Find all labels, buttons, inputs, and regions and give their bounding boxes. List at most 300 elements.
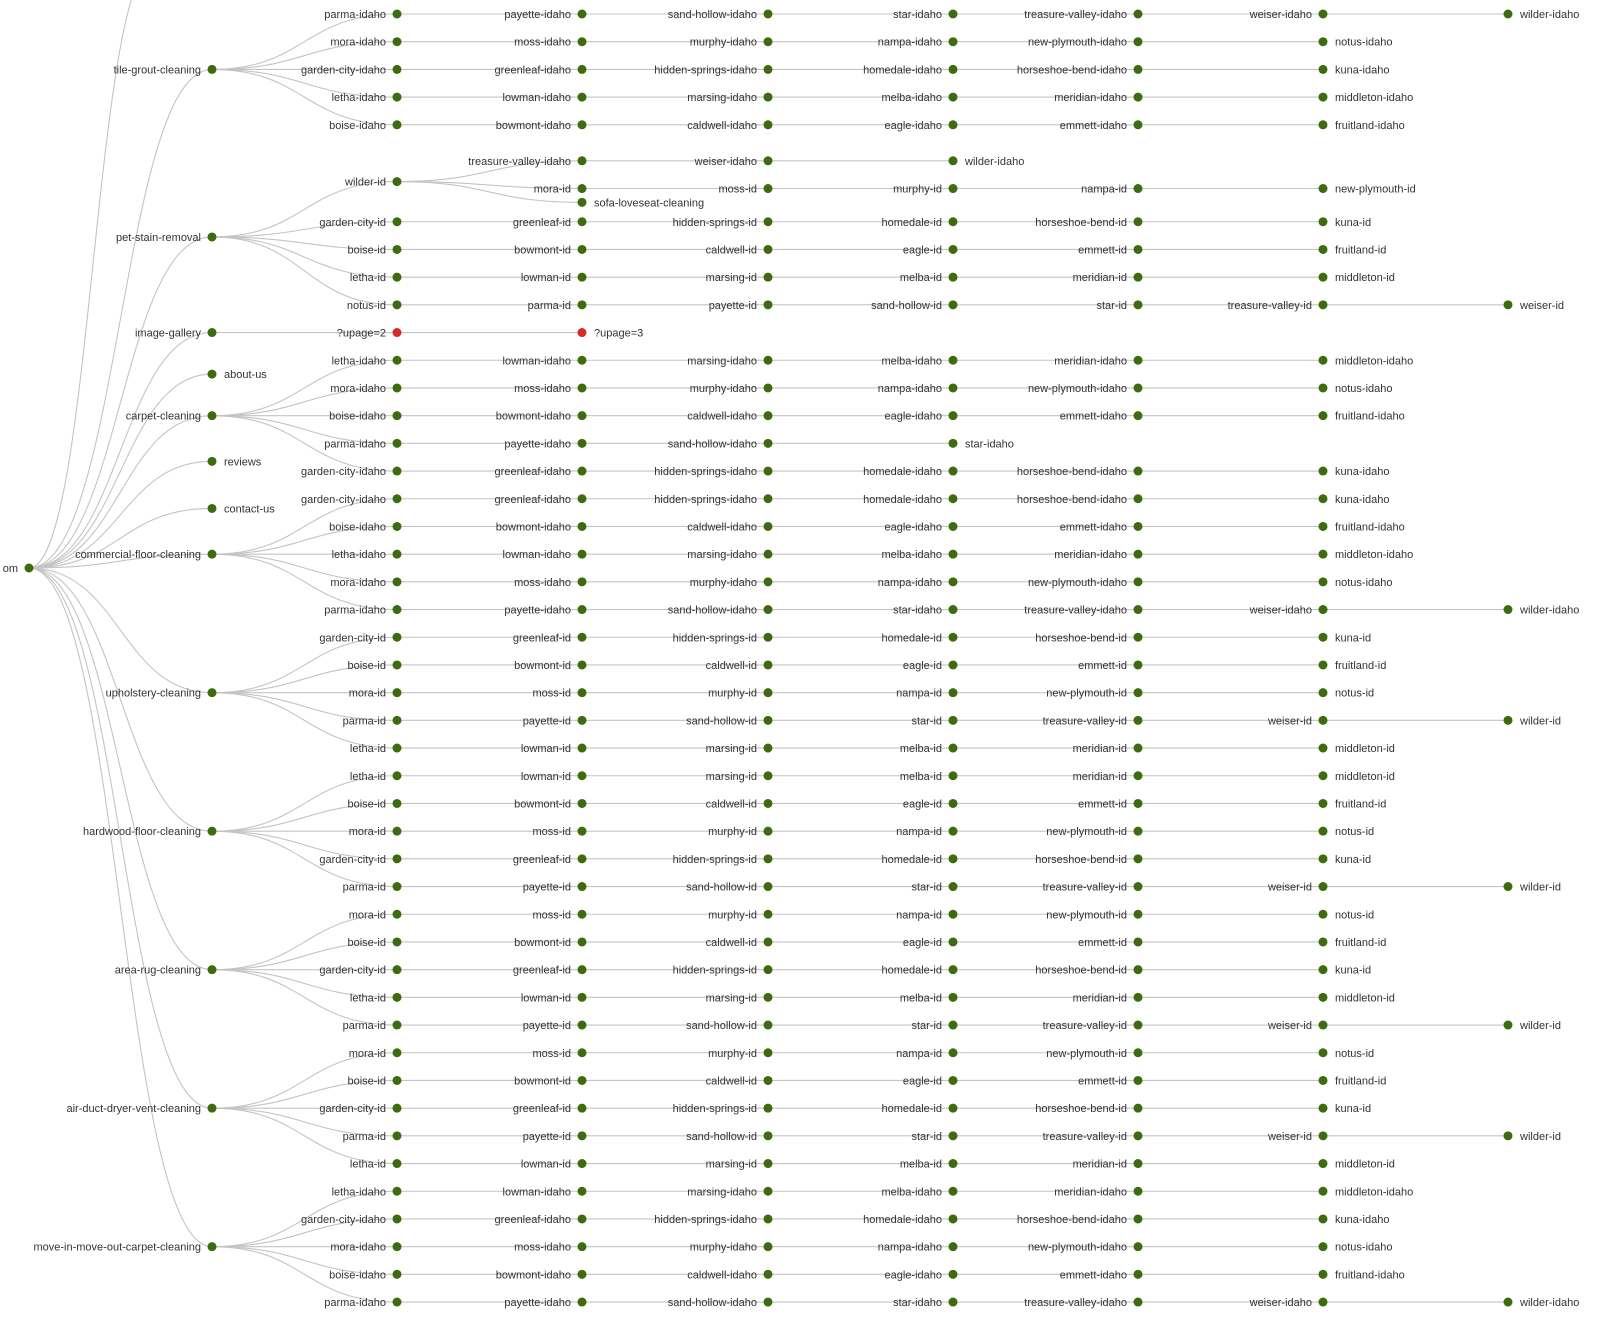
node-sand-hollow-id[interactable]	[686, 882, 772, 894]
node-lowman-idaho[interactable]	[503, 549, 587, 561]
node-hidden-springs-id[interactable]	[673, 854, 773, 866]
node-meridian-id[interactable]	[1073, 272, 1143, 284]
node-dot[interactable]	[764, 273, 773, 282]
node-payette-id[interactable]	[523, 882, 587, 894]
node-caldwell-id[interactable]	[706, 798, 773, 810]
node-dot[interactable]	[1134, 245, 1143, 254]
node-dot[interactable]	[949, 993, 958, 1002]
node-dot[interactable]	[764, 910, 773, 919]
node-emmett-id[interactable]	[1078, 1075, 1142, 1087]
node-star-idaho[interactable]	[893, 9, 957, 21]
node-nampa-idaho[interactable]	[878, 383, 958, 395]
node-dot[interactable]	[764, 1159, 773, 1168]
node-dot[interactable]	[764, 1214, 773, 1223]
node-dot[interactable]	[578, 854, 587, 863]
node-dot[interactable]	[764, 937, 773, 946]
node-lowman-idaho[interactable]	[503, 1186, 587, 1198]
node-dot[interactable]	[1504, 300, 1513, 309]
node-bowmont-id[interactable]	[514, 244, 586, 256]
node-dot[interactable]	[1319, 965, 1328, 974]
node-dot[interactable]	[764, 550, 773, 559]
node-nampa-idaho[interactable]	[878, 1242, 958, 1254]
node-boise-idaho[interactable]	[329, 120, 401, 132]
node-upage-3[interactable]	[578, 328, 644, 340]
node-dot[interactable]	[949, 1298, 958, 1307]
node-boise-id[interactable]	[347, 1075, 401, 1087]
node-dot[interactable]	[1134, 1048, 1143, 1057]
node-treasure-valley-id[interactable]	[1228, 300, 1328, 312]
node-moss-idaho[interactable]	[514, 577, 586, 589]
node-dot[interactable]	[393, 494, 402, 503]
node-horseshoe-bend-idaho[interactable]	[1017, 466, 1143, 478]
node-greenleaf-id[interactable]	[513, 217, 587, 229]
node-moss-id[interactable]	[718, 184, 772, 196]
node-dot[interactable]	[1134, 120, 1143, 129]
node-dot[interactable]	[393, 744, 402, 753]
node-dot[interactable]	[393, 1021, 402, 1030]
node-nampa-id[interactable]	[896, 909, 957, 921]
node-dot[interactable]	[578, 37, 587, 46]
node-dot[interactable]	[393, 1270, 402, 1279]
node-garden-city-id[interactable]	[319, 965, 401, 977]
node-sand-hollow-idaho[interactable]	[668, 438, 773, 450]
node-dot[interactable]	[578, 300, 587, 309]
node-dot[interactable]	[949, 1214, 958, 1223]
node-dot[interactable]	[764, 522, 773, 531]
node-payette-id[interactable]	[523, 1131, 587, 1143]
node-area-rug-cleaning[interactable]	[115, 965, 217, 977]
node-meridian-id[interactable]	[1073, 771, 1143, 783]
node-nampa-idaho[interactable]	[878, 577, 958, 589]
node-dot[interactable]	[1319, 744, 1328, 753]
node-hidden-springs-id[interactable]	[673, 217, 773, 229]
node-dot[interactable]	[1134, 771, 1143, 780]
node-middleton-id[interactable]	[1319, 992, 1395, 1004]
node-lowman-idaho[interactable]	[503, 355, 587, 367]
node-dot[interactable]	[764, 771, 773, 780]
node-dot[interactable]	[578, 605, 587, 614]
node-dot[interactable]	[578, 910, 587, 919]
node-dot[interactable]	[1319, 37, 1328, 46]
node-letha-idaho[interactable]	[332, 1186, 402, 1198]
node-parma-id[interactable]	[343, 1131, 402, 1143]
node-dot[interactable]	[764, 744, 773, 753]
node-dot[interactable]	[1319, 300, 1328, 309]
node-star-idaho[interactable]	[949, 438, 1014, 450]
node-lowman-id[interactable]	[521, 743, 587, 755]
node-dot[interactable]	[1134, 273, 1143, 282]
node-dot[interactable]	[1134, 1242, 1143, 1251]
node-dot[interactable]	[1319, 799, 1328, 808]
node-notus-id[interactable]	[1319, 909, 1375, 921]
node-dot[interactable]	[1319, 245, 1328, 254]
node-dot[interactable]	[949, 882, 958, 891]
node-homedale-idaho[interactable]	[863, 64, 957, 76]
node-eagle-id[interactable]	[903, 660, 958, 672]
node-sand-hollow-id[interactable]	[686, 1131, 772, 1143]
node-dot[interactable]	[1134, 854, 1143, 863]
node-wilder-idaho[interactable]	[1504, 605, 1580, 617]
node-dot[interactable]	[949, 217, 958, 226]
node-dot[interactable]	[25, 564, 34, 573]
node-dot[interactable]	[393, 688, 402, 697]
node-dot[interactable]	[1319, 494, 1328, 503]
node-kuna-idaho[interactable]	[1319, 466, 1390, 478]
node-dot[interactable]	[1134, 550, 1143, 559]
node-fruitland-idaho[interactable]	[1319, 120, 1405, 132]
node-dot[interactable]	[393, 1242, 402, 1251]
node-dot[interactable]	[578, 1214, 587, 1223]
node-meridian-idaho[interactable]	[1054, 92, 1142, 104]
node-notus-id[interactable]	[347, 300, 402, 312]
node-dot[interactable]	[393, 1159, 402, 1168]
node-dot[interactable]	[1134, 965, 1143, 974]
node-treasure-valley-id[interactable]	[1043, 1020, 1143, 1032]
node-dot[interactable]	[1319, 120, 1328, 129]
node-parma-idaho[interactable]	[324, 9, 401, 21]
node-dot[interactable]	[1134, 633, 1143, 642]
node-dot[interactable]	[1134, 937, 1143, 946]
node-marsing-idaho[interactable]	[687, 92, 772, 104]
node-dot[interactable]	[393, 245, 402, 254]
node-sand-hollow-idaho[interactable]	[668, 9, 773, 21]
node-bowmont-idaho[interactable]	[496, 1269, 587, 1281]
node-bowmont-id[interactable]	[514, 660, 586, 672]
node-dot[interactable]	[578, 439, 587, 448]
node-dot[interactable]	[578, 273, 587, 282]
node-dot[interactable]	[949, 688, 958, 697]
node-treasure-valley-id[interactable]	[1043, 882, 1143, 894]
node-dot[interactable]	[949, 356, 958, 365]
node-meridian-idaho[interactable]	[1054, 1186, 1142, 1198]
node-dot[interactable]	[393, 1131, 402, 1140]
node-dot[interactable]	[578, 744, 587, 753]
node-dot[interactable]	[1134, 716, 1143, 725]
node-horseshoe-bend-id[interactable]	[1035, 632, 1142, 644]
node-dot[interactable]	[949, 633, 958, 642]
node-notus-idaho[interactable]	[1319, 37, 1393, 49]
node-dot[interactable]	[208, 411, 217, 420]
node-hidden-springs-id[interactable]	[673, 632, 773, 644]
node-kuna-id[interactable]	[1319, 632, 1372, 644]
node-dot[interactable]	[764, 1270, 773, 1279]
node-notus-id[interactable]	[1319, 1048, 1375, 1060]
node-dot[interactable]	[949, 1187, 958, 1196]
node-eagle-idaho[interactable]	[885, 521, 958, 533]
node-dot[interactable]	[949, 771, 958, 780]
node-dot[interactable]	[764, 1076, 773, 1085]
node-sand-hollow-id[interactable]	[686, 715, 772, 727]
node-greenleaf-id[interactable]	[513, 854, 587, 866]
node-dot[interactable]	[1319, 467, 1328, 476]
node-sofa-loveseat-cleaning[interactable]	[578, 197, 705, 209]
node-treasure-valley-idaho[interactable]	[1024, 605, 1142, 617]
node-marsing-idaho[interactable]	[687, 355, 772, 367]
node-dot[interactable]	[393, 522, 402, 531]
node-payette-idaho[interactable]	[504, 1297, 586, 1309]
node-kuna-id[interactable]	[1319, 854, 1372, 866]
node-dot[interactable]	[393, 439, 402, 448]
node-dot[interactable]	[578, 411, 587, 420]
node-homedale-idaho[interactable]	[863, 1214, 957, 1226]
node-dot[interactable]	[764, 65, 773, 74]
node-dot[interactable]	[1134, 799, 1143, 808]
node-dot[interactable]	[393, 1214, 402, 1223]
node-upage-2[interactable]	[337, 328, 402, 340]
node-letha-id[interactable]	[350, 1159, 402, 1171]
node-dot[interactable]	[949, 184, 958, 193]
node-weiser-idaho[interactable]	[694, 156, 773, 168]
node-lowman-id[interactable]	[521, 771, 587, 783]
node-notus-idaho[interactable]	[1319, 383, 1393, 395]
node-dot[interactable]	[1319, 383, 1328, 392]
node-parma-idaho[interactable]	[324, 438, 401, 450]
node-emmett-id[interactable]	[1078, 660, 1142, 672]
node-dot[interactable]	[578, 799, 587, 808]
node-dot[interactable]	[1134, 1076, 1143, 1085]
node-garden-city-id[interactable]	[319, 217, 401, 229]
node-dot[interactable]	[1134, 1214, 1143, 1223]
node-dot[interactable]	[208, 827, 217, 836]
node-dot[interactable]	[578, 1048, 587, 1057]
node-emmett-id[interactable]	[1078, 798, 1142, 810]
node-lowman-id[interactable]	[521, 992, 587, 1004]
node-dot[interactable]	[1134, 356, 1143, 365]
node-horseshoe-bend-id[interactable]	[1035, 854, 1142, 866]
node-emmett-idaho[interactable]	[1060, 411, 1143, 423]
node-dot[interactable]	[393, 910, 402, 919]
node-dot[interactable]	[764, 882, 773, 891]
node-star-idaho[interactable]	[893, 605, 957, 617]
node-dot[interactable]	[764, 439, 773, 448]
node-caldwell-id[interactable]	[706, 937, 773, 949]
node-dot[interactable]	[578, 716, 587, 725]
node-dot[interactable]	[393, 300, 402, 309]
node-dot[interactable]	[393, 577, 402, 586]
node-payette-id[interactable]	[709, 300, 773, 312]
node-dot[interactable]	[1319, 771, 1328, 780]
node-middleton-idaho[interactable]	[1319, 1186, 1414, 1198]
node-dot[interactable]	[1319, 1104, 1328, 1113]
node-dot[interactable]	[208, 232, 217, 241]
node-dot[interactable]	[764, 1187, 773, 1196]
node-dot[interactable]	[393, 273, 402, 282]
node-mora-id[interactable]	[534, 184, 587, 196]
node-dot[interactable]	[578, 1159, 587, 1168]
node-homedale-idaho[interactable]	[863, 466, 957, 478]
node-moss-id[interactable]	[532, 826, 586, 838]
node-boise-idaho[interactable]	[329, 1269, 401, 1281]
node-dot[interactable]	[764, 10, 773, 19]
node-dot[interactable]	[949, 744, 958, 753]
node-sand-hollow-idaho[interactable]	[668, 605, 773, 617]
node-dot[interactable]	[1504, 1131, 1513, 1140]
node-garden-city-idaho[interactable]	[301, 1214, 402, 1226]
node-garden-city-id[interactable]	[319, 854, 401, 866]
node-dot[interactable]	[764, 356, 773, 365]
node-wilder-id[interactable]	[1504, 1131, 1561, 1143]
node-dot[interactable]	[393, 93, 402, 102]
node-new-plymouth-id[interactable]	[1046, 688, 1142, 700]
node-nampa-idaho[interactable]	[878, 37, 958, 49]
node-lowman-id[interactable]	[521, 1159, 587, 1171]
node-wilder-id[interactable]	[1504, 1020, 1561, 1032]
node-dot[interactable]	[1134, 10, 1143, 19]
node-dot[interactable]	[578, 633, 587, 642]
node-dot[interactable]	[578, 937, 587, 946]
node-dot[interactable]	[1504, 605, 1513, 614]
node-star-id[interactable]	[911, 882, 957, 894]
node-dot[interactable]	[578, 383, 587, 392]
node-dot[interactable]	[764, 37, 773, 46]
node-dot[interactable]	[949, 383, 958, 392]
node-dot[interactable]	[949, 1021, 958, 1030]
node-marsing-id[interactable]	[706, 771, 773, 783]
node-dot[interactable]	[393, 854, 402, 863]
node-dot[interactable]	[764, 1048, 773, 1057]
node-caldwell-id[interactable]	[706, 244, 773, 256]
node-dot[interactable]	[393, 120, 402, 129]
node-boise-idaho[interactable]	[329, 411, 401, 423]
node-marsing-idaho[interactable]	[687, 549, 772, 561]
node-caldwell-idaho[interactable]	[687, 521, 772, 533]
node-dot[interactable]	[764, 716, 773, 725]
node-middleton-idaho[interactable]	[1319, 92, 1414, 104]
node-dot[interactable]	[1134, 300, 1143, 309]
node-dot[interactable]	[949, 439, 958, 448]
node-reviews[interactable]	[208, 456, 262, 468]
node-wilder-idaho[interactable]	[949, 156, 1025, 168]
node-notus-idaho[interactable]	[1319, 577, 1393, 589]
node-hardwood-floor-cleaning[interactable]	[83, 826, 217, 838]
node-middleton-idaho[interactable]	[1319, 355, 1414, 367]
node-letha-idaho[interactable]	[332, 92, 402, 104]
node-dot[interactable]	[1504, 1021, 1513, 1030]
node-melba-id[interactable]	[900, 992, 958, 1004]
node-murphy-idaho[interactable]	[690, 577, 773, 589]
node-lowman-idaho[interactable]	[503, 92, 587, 104]
node-dot[interactable]	[1319, 1298, 1328, 1307]
node-dot[interactable]	[1319, 65, 1328, 74]
node-kuna-id[interactable]	[1319, 217, 1372, 229]
node-letha-id[interactable]	[350, 272, 402, 284]
node-parma-id[interactable]	[343, 882, 402, 894]
node-dot[interactable]	[393, 882, 402, 891]
node-mora-idaho[interactable]	[330, 1242, 401, 1254]
node-mora-idaho[interactable]	[330, 577, 401, 589]
node-move-in-move-out-carpet-cleaning[interactable]	[33, 1242, 216, 1254]
node-wilder-idaho[interactable]	[1504, 9, 1580, 21]
node-dot[interactable]	[949, 660, 958, 669]
node-weiser-id[interactable]	[1267, 715, 1328, 727]
node-dot[interactable]	[1134, 605, 1143, 614]
node-fruitland-id[interactable]	[1319, 660, 1387, 672]
node-dot[interactable]	[1319, 550, 1328, 559]
node-greenleaf-idaho[interactable]	[495, 1214, 587, 1226]
node-emmett-idaho[interactable]	[1060, 1269, 1143, 1281]
node-bowmont-id[interactable]	[514, 937, 586, 949]
node-letha-id[interactable]	[350, 771, 402, 783]
node-dot[interactable]	[208, 688, 217, 697]
node-dot[interactable]	[578, 10, 587, 19]
node-homedale-id[interactable]	[881, 632, 957, 644]
node-dot[interactable]	[393, 1187, 402, 1196]
node-dot[interactable]	[1319, 1048, 1328, 1057]
node-nampa-id[interactable]	[896, 688, 957, 700]
node-dot[interactable]	[393, 1104, 402, 1113]
node-wilder-idaho[interactable]	[1504, 1297, 1580, 1309]
node-weiser-id[interactable]	[1267, 1131, 1328, 1143]
node-homedale-id[interactable]	[881, 217, 957, 229]
node-dot[interactable]	[393, 10, 402, 19]
node-murphy-id[interactable]	[708, 909, 772, 921]
node-dot[interactable]	[393, 411, 402, 420]
node-eagle-idaho[interactable]	[885, 1269, 958, 1281]
node-star-id[interactable]	[911, 1020, 957, 1032]
node-dot[interactable]	[764, 156, 773, 165]
node-dot[interactable]	[208, 457, 217, 466]
node-notus-id[interactable]	[1319, 826, 1375, 838]
node-dot[interactable]	[949, 1076, 958, 1085]
node-dot[interactable]	[578, 771, 587, 780]
node-dot[interactable]	[1319, 660, 1328, 669]
node-dot[interactable]	[578, 328, 587, 337]
node-payette-idaho[interactable]	[504, 9, 586, 21]
node-dot[interactable]	[578, 965, 587, 974]
node-dot[interactable]	[949, 1270, 958, 1279]
node-parma-idaho[interactable]	[324, 605, 401, 617]
node-emmett-id[interactable]	[1078, 937, 1142, 949]
node-garden-city-id[interactable]	[319, 632, 401, 644]
node-meridian-idaho[interactable]	[1054, 355, 1142, 367]
node-dot[interactable]	[393, 716, 402, 725]
node-hidden-springs-idaho[interactable]	[654, 494, 772, 506]
node-caldwell-id[interactable]	[706, 660, 773, 672]
node-greenleaf-idaho[interactable]	[495, 494, 587, 506]
node-dot[interactable]	[1134, 1159, 1143, 1168]
node-dot[interactable]	[1319, 1242, 1328, 1251]
node-dot[interactable]	[393, 467, 402, 476]
node-dot[interactable]	[1319, 1021, 1328, 1030]
node-dot[interactable]	[578, 827, 587, 836]
node-dot[interactable]	[949, 411, 958, 420]
node-bowmont-id[interactable]	[514, 1075, 586, 1087]
node-dot[interactable]	[1319, 937, 1328, 946]
node-dot[interactable]	[393, 1076, 402, 1085]
node-dot[interactable]	[1134, 1187, 1143, 1196]
node-pet-stain-removal[interactable]	[116, 232, 216, 244]
node-eagle-id[interactable]	[903, 244, 958, 256]
node-parma-id[interactable]	[343, 715, 402, 727]
node-dot[interactable]	[393, 1048, 402, 1057]
node-greenleaf-id[interactable]	[513, 632, 587, 644]
node-dot[interactable]	[393, 383, 402, 392]
node-mora-idaho[interactable]	[330, 383, 401, 395]
node-mora-id[interactable]	[349, 1048, 402, 1060]
node-dot[interactable]	[949, 467, 958, 476]
node-murphy-id[interactable]	[708, 826, 772, 838]
node-caldwell-id[interactable]	[706, 1075, 773, 1087]
node-dot[interactable]	[578, 1242, 587, 1251]
node-dot[interactable]	[578, 882, 587, 891]
node-bowmont-idaho[interactable]	[496, 411, 587, 423]
node-dot[interactable]	[1319, 273, 1328, 282]
node-dot[interactable]	[1134, 577, 1143, 586]
node-hidden-springs-idaho[interactable]	[654, 466, 772, 478]
node-dot[interactable]	[949, 550, 958, 559]
node-letha-idaho[interactable]	[332, 355, 402, 367]
node-dot[interactable]	[949, 577, 958, 586]
